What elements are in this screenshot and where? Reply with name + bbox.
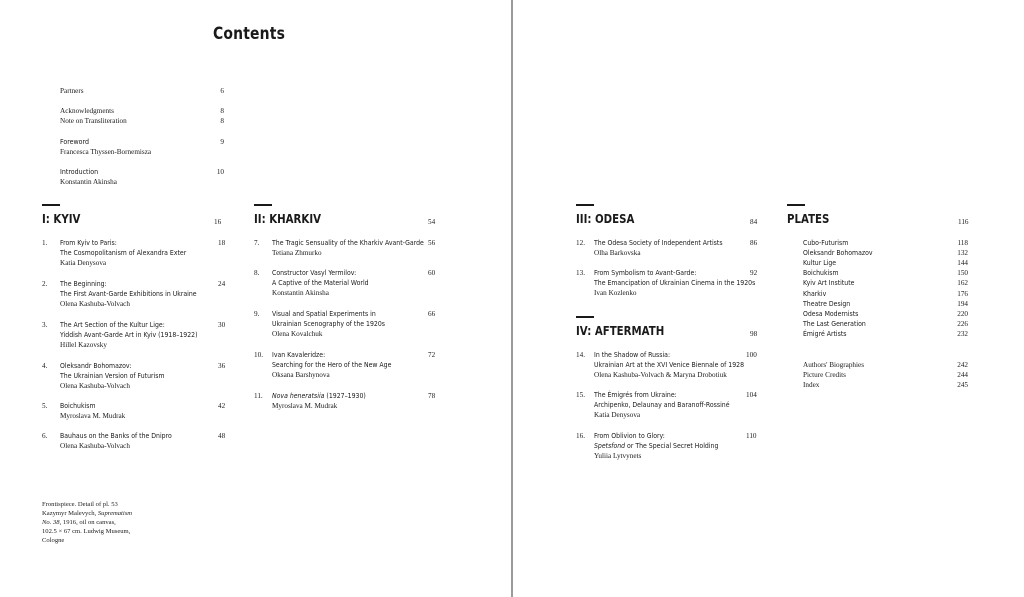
back-matter-credits[interactable]: Picture Credits: [803, 371, 846, 379]
entry-page: 78: [428, 392, 436, 400]
entry-title-line: [272, 391, 366, 401]
section-page-aftermath: 98: [750, 330, 758, 338]
entry-title-line: The Émigrés from Ukraine:: [594, 390, 677, 399]
plate-item[interactable]: Odesa Modernists: [803, 309, 859, 318]
toc-entry-acknowledgments[interactable]: [60, 106, 224, 116]
entry-title-line: Oleksandr Bohomazov:: [60, 361, 132, 370]
toc-entry-partners[interactable]: [60, 86, 224, 96]
entry-title: Partners: [60, 87, 84, 95]
entry-title-italic: Nova heneratsiia: [272, 391, 325, 400]
entry-number: 16.: [576, 432, 585, 440]
plate-page: 132: [957, 249, 968, 257]
section-rule: [42, 204, 60, 206]
entry-author: Francesca Thyssen-Bornemisza: [60, 148, 152, 156]
entry-author: Yuliia Lytvynets: [594, 452, 642, 461]
entry-title-line: Ivan Kavaleridze:: [272, 350, 326, 359]
caption-line: [42, 509, 152, 518]
back-matter-page: 244: [957, 371, 968, 379]
entry-page: 104: [746, 391, 757, 399]
plate-page: 232: [957, 330, 968, 338]
entry-author: Olena Kashuba-Volvach: [60, 442, 130, 451]
entry-author: Olha Barkovska: [594, 249, 641, 258]
entry-number: 11.: [254, 392, 263, 400]
entry-number: 2.: [42, 280, 48, 288]
section-rule: [254, 204, 272, 206]
entry-page: 8: [220, 117, 224, 125]
toc-entry-introduction[interactable]: [60, 167, 224, 187]
entry-author: Hillel Kazovsky: [60, 341, 107, 350]
toc-entry-foreword[interactable]: [60, 137, 224, 157]
entry-title-line: Boichukism: [60, 401, 96, 410]
entry-title: Foreword: [60, 138, 90, 146]
plate-page: 176: [957, 290, 968, 298]
entry-author: Olena Kovalchuk: [272, 330, 323, 339]
section-page-kharkiv: 54: [428, 218, 436, 226]
entry-page: 48: [218, 432, 226, 440]
toc-entry-transliteration[interactable]: [60, 116, 224, 126]
entry-number: 13.: [576, 269, 585, 277]
entry-title-line: The Cosmopolitanism of Alexandra Exter: [60, 248, 187, 258]
entry-title-rest: (1927–1930): [324, 391, 366, 400]
entry-author: Oksana Barshynova: [272, 371, 330, 380]
entry-title-line: Ukrainian Scenography of the 1920s: [272, 319, 385, 329]
entry-author: Myroslava M. Mudrak: [272, 402, 338, 411]
entry-title-rest: or The Special Secret Holding: [625, 441, 719, 451]
entry-page: 66: [428, 310, 436, 318]
caption-italic: Suprematism: [97, 510, 133, 517]
caption-text: Kazymyr Malevych,: [42, 510, 98, 517]
entry-title-line: The Tragic Sensuality of the Kharkiv Avant-Garde: [272, 238, 424, 247]
caption-line: 102.5 × 67 cm. Ludwig Museum,: [42, 528, 131, 535]
section-rule: [787, 204, 805, 206]
entry-author: Olena Kashuba-Volvach: [60, 300, 130, 309]
entry-page: 18: [218, 239, 226, 247]
entry-author: Olena Kashuba-Volvach: [60, 382, 130, 391]
plate-item[interactable]: Boichukism: [803, 268, 839, 277]
entry-author: Tetiana Zhmurko: [272, 249, 322, 258]
entry-title-line: Bauhaus on the Banks of the Dnipro: [60, 431, 172, 440]
plate-page: 162: [957, 279, 968, 287]
entry-title-line: A Captive of the Material World: [272, 278, 369, 288]
plate-item[interactable]: The Last Generation: [803, 319, 866, 328]
plate-page: 220: [957, 310, 968, 318]
entry-author: Katia Denysova: [60, 259, 107, 268]
entry-number: 5.: [42, 402, 48, 410]
entry-page: 110: [746, 432, 757, 440]
frontispiece-caption: [42, 500, 152, 545]
plate-item[interactable]: Émigré Artists: [803, 329, 847, 338]
entry-page: 24: [218, 280, 226, 288]
entry-page: 42: [218, 402, 226, 410]
section-heading-kharkiv[interactable]: II: KHARKIV: [254, 212, 322, 226]
caption-line: Frontispiece. Detail of pl. 53: [42, 501, 118, 508]
caption-line: Cologne: [42, 537, 65, 544]
page-title: Contents: [213, 24, 286, 44]
plate-page: 144: [957, 259, 968, 267]
caption-line: [42, 518, 152, 527]
entry-page: 30: [218, 321, 226, 329]
section-page-plates: 116: [958, 218, 969, 226]
entry-title: Note on Transliteration: [60, 117, 127, 125]
plate-page: 226: [957, 320, 968, 328]
plate-page: 194: [957, 300, 968, 308]
back-matter-page: 242: [957, 361, 968, 369]
entry-page: 8: [220, 107, 224, 115]
section-page-odesa: 84: [750, 218, 758, 226]
section-heading-odesa[interactable]: III: ODESA: [576, 212, 635, 226]
plate-item[interactable]: Kharkiv: [803, 289, 827, 298]
back-matter-index[interactable]: Index: [803, 381, 820, 389]
plate-item[interactable]: Oleksandr Bohomazov: [803, 248, 873, 257]
section-heading-kyiv[interactable]: I: KYIV: [42, 212, 81, 226]
back-matter-page: 245: [957, 381, 968, 389]
entry-title-line: Yiddish Avant-Garde Art in Kyiv (1918–1922): [60, 330, 198, 340]
plate-page: 150: [957, 269, 968, 277]
entry-number: 14.: [576, 351, 585, 359]
entry-title-line: The Beginning:: [60, 279, 107, 288]
entry-author: Katia Denysova: [594, 411, 641, 420]
entry-author: Myroslava M. Mudrak: [60, 412, 126, 421]
section-heading-aftermath[interactable]: IV: AFTERMATH: [576, 324, 665, 338]
entry-title-line: The Emancipation of Ukrainian Cinema in the 1920s: [594, 278, 756, 288]
caption-italic: No. 38: [42, 519, 60, 526]
plate-item[interactable]: Cubo-Futurism: [803, 238, 849, 247]
entry-number: 12.: [576, 239, 585, 247]
entry-page: 36: [218, 362, 226, 370]
entry-number: 6.: [42, 432, 48, 440]
entry-title-italic: Spetsfond: [594, 441, 626, 451]
entry-number: 1.: [42, 239, 48, 247]
entry-title: Introduction: [60, 168, 99, 176]
entry-number: 7.: [254, 239, 260, 247]
entry-title-line: Searching for the Hero of the New Age: [272, 360, 392, 370]
entry-title-line: Visual and Spatial Experiments in: [272, 309, 376, 318]
section-page-kyiv: 16: [214, 218, 222, 226]
entry-title-line: The Ukrainian Version of Futurism: [60, 371, 165, 381]
entry-page: 86: [750, 239, 758, 247]
entry-page: 10: [216, 168, 224, 176]
entry-page: 72: [428, 351, 436, 359]
section-rule: [576, 204, 594, 206]
plate-item[interactable]: Theatre Design: [803, 299, 851, 308]
entry-title: Acknowledgments: [60, 107, 114, 115]
entry-number: 4.: [42, 362, 48, 370]
entry-title-line: Constructor Vasyl Yermilov:: [272, 268, 357, 277]
entry-number: 15.: [576, 391, 585, 399]
entry-title-line: From Kyiv to Paris:: [60, 238, 117, 247]
entry-author: Konstantin Akinsha: [60, 178, 117, 186]
back-matter-biographies[interactable]: Authors' Biographies: [803, 361, 864, 369]
entry-title-line: [594, 441, 718, 451]
entry-number: 8.: [254, 269, 260, 277]
entry-number: 9.: [254, 310, 260, 318]
entry-page: 100: [746, 351, 757, 359]
section-heading-plates[interactable]: PLATES: [787, 212, 830, 226]
entry-author: Konstantin Akinsha: [272, 289, 329, 298]
entry-author: Ivan Kozlenko: [594, 289, 637, 298]
entry-title-line: Archipenko, Delaunay and Baranoff-Rossiné: [594, 400, 730, 410]
entry-page: 60: [428, 269, 436, 277]
entry-title-line: In the Shadow of Russia:: [594, 350, 671, 359]
entry-author: Olena Kashuba-Volvach & Maryna Drobotiuk: [594, 371, 727, 380]
entry-title-line: From Symbolism to Avant-Garde:: [594, 268, 697, 277]
entry-number: 3.: [42, 321, 48, 329]
plate-page: 118: [957, 239, 968, 247]
entry-title-line: The Odesa Society of Independent Artists: [594, 238, 723, 247]
plate-item[interactable]: Kultur Lige: [803, 258, 837, 267]
entry-page: 92: [750, 269, 758, 277]
entry-title-line: From Oblivion to Glory:: [594, 431, 665, 440]
section-rule: [576, 316, 594, 318]
plate-item[interactable]: Kyiv Art Institute: [803, 278, 855, 287]
entry-title-line: The Art Section of the Kultur Lige:: [60, 320, 165, 329]
entry-title-line: Ukrainian Art at the XVI Venice Biennale of 1928: [594, 360, 745, 370]
entry-title-line: The First Avant-Garde Exhibitions in Ukraine: [60, 289, 197, 299]
entry-page: 9: [220, 138, 224, 146]
caption-text: , 1916, oil on canvas,: [59, 519, 116, 526]
entry-page: 56: [428, 239, 436, 247]
entry-page: 6: [220, 87, 224, 95]
entry-number: 10.: [254, 351, 263, 359]
